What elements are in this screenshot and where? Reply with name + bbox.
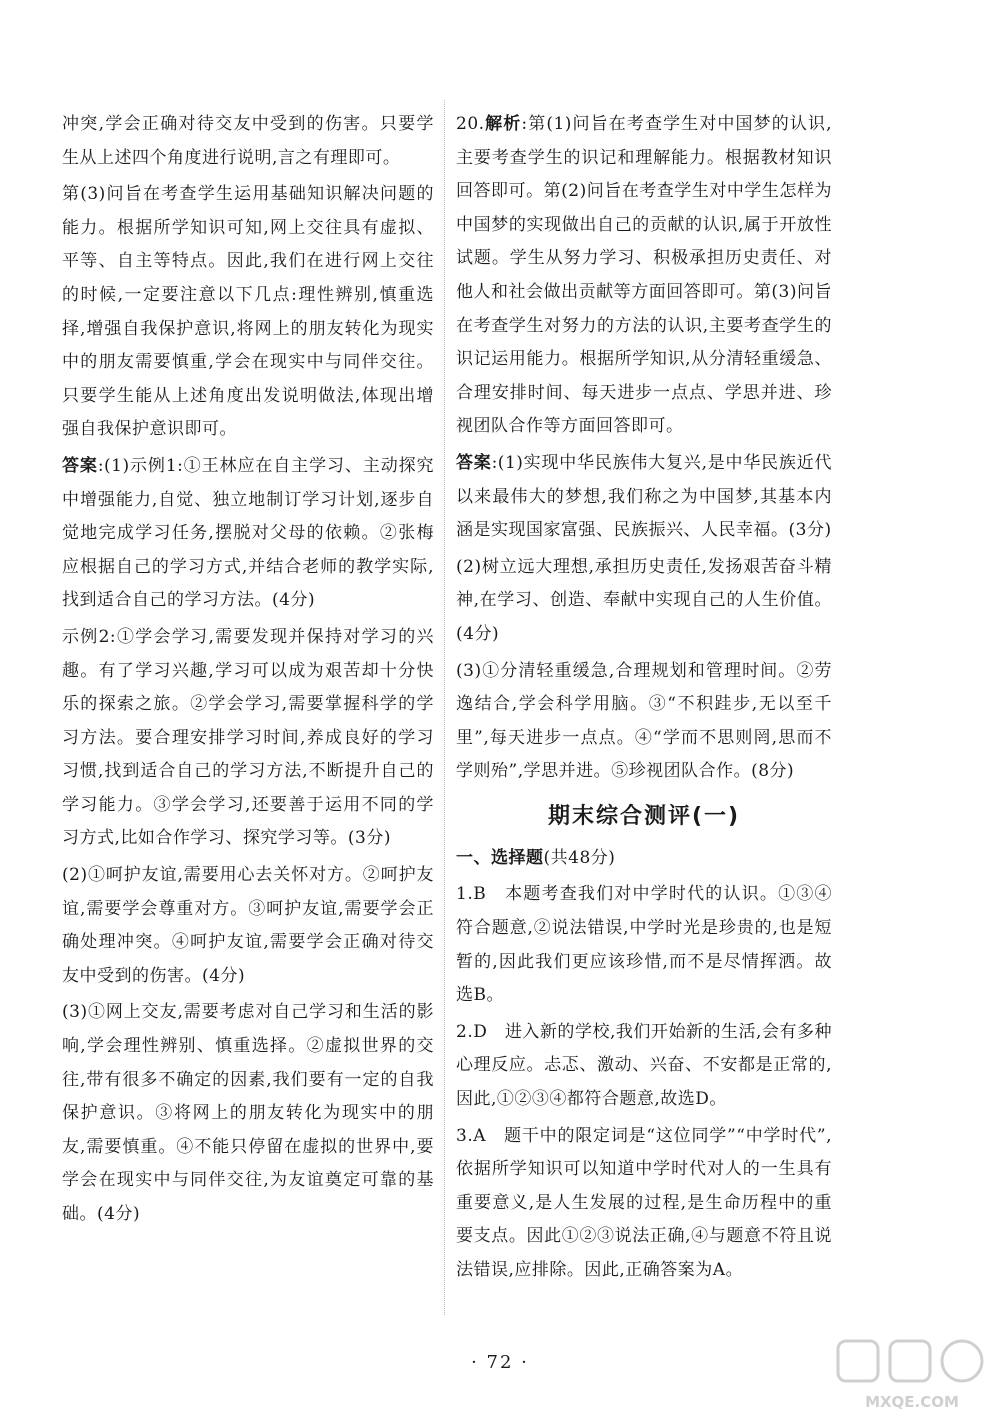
section-title: 期末综合测评(一) [547,803,741,829]
multiple-choice-heading [456,842,832,876]
answer-text: :(1)示例1:①王林应在自主学习、主动探究中增强能力,自觉、独立地制订学习计划,逐步自觉地完成学习任务,摆脱对父母的依赖。②张梅应根据自己的学习方式,并结合老师的教学实际,找到适合自己的学习方法。(4分) [62,455,434,611]
answer-item-3: 3.A 题干中的限定词是“这位同学”“中学时代”,依据所学知识可以知道中学时代对人的一生具有重要意义,是人生发展的过程,是生命历程中的重要支点。因此①②③说法正确,④与题意不符且说法错误,应排除。因此,正确答案为A。 [456,1125,832,1280]
answer-item-1: 1.B 本题考查我们对中学时代的认识。①③④符合题意,②说法错误,中学时光是珍贵的,也是短暂的,因此我们更应该珍惜,而不是尽情挥洒。故选B。 [456,884,832,1006]
question-20-answer-3: (3)①分清轻重缓急,合理规划和管理时间。②劳逸结合,学会科学用脑。③“不积跬步,无以至千里”,每天进步一点点。④“学而不思则罔,思而不学则殆”,学思并进。⑤珍视团队合作。(8分) [456,660,832,782]
mc-note: (共48分) [543,847,616,868]
left-column [62,108,434,1235]
left-paragraph-1: 冲突,学会正确对待交友中受到的伤害。只要学生从上述四个角度进行说明,言之有理即可。 [62,114,434,168]
question-20-answer-1 [456,447,832,548]
analysis-text: :第(1)问旨在考查学生对中国梦的认识,主要考查学生的识记和理解能力。根据教材知识回答即可。第(2)问旨在考查学生对中学生怎样为中国梦的实现做出自己的贡献的认识,属于开放性试题。学生从努力学习、积极承担历史责任、对他人和社会做出贡献等方面回答即可。第(3)问旨在考查学生对努力的方法的认识,主要考查学生的识记运用能力。根据所学知识,从分清轻重缓急、合理安排时间、每天进步一点点、学思并进、珍视团队合作等方面回答即可。 [456,114,833,437]
left-answer-2: (2)①呵护友谊,需要用心去关怀对方。②呵护友谊,需要学会尊重对方。③呵护友谊,需要学会正确处理冲突。④呵护友谊,需要学会正确对待交友中受到的伤害。(4分) [62,865,434,986]
answer-label: 答案 [456,452,492,473]
page-number: · 72 · [471,1352,529,1373]
left-answer-3: (3)①网上交友,需要考虑对自己学习和生活的影响,学会理性辨别、慎重选择。②虚拟世界的交往,带有很多不确定的因素,我们要有一定的自我保护意识。③将网上的朋友转化为现实中的朋友,需要慎重。④不能只停留在虚拟的世界中,要学会在现实中与同伴交往,为友谊奠定可靠的基础。(4分) [62,1002,434,1224]
watermark-mark-2 [890,1341,930,1381]
question-20-answer-2: (2)树立远大理想,承担历史责任,发扬艰苦奋斗精神,在学习、创造、奉献中实现自己的人生价值。(4分) [456,556,832,644]
watermark-logo [832,1335,992,1415]
mc-label: 一、选择题 [456,847,544,868]
answer-text: :(1)实现中华民族伟大复兴,是中华民族近代以来最伟大的梦想,我们称之为中国梦,其基本内涵是实现国家富强、民族振兴、人民幸福。(3分) [456,452,832,541]
analysis-label: 解析 [484,114,522,134]
watermark-mark-1 [838,1341,878,1381]
answer-label: 答案 [62,455,98,476]
left-example-2: 示例2:①学会学习,需要发现并保持对学习的兴趣。有了学习兴趣,学习可以成为艰苦却十分快乐的探索之旅。②学会学习,需要掌握科学的学习方法。要合理安排学习时间,养成良好的学习习惯,找到适合自己的学习方法,不断提升自己的学习能力。③学会学习,还要善于运用不同的学习方式,比如合作学习、探究学习等。(3分) [62,626,434,849]
column-divider [444,100,445,1315]
right-column [456,108,832,1291]
watermark-text: MXQE.COM [865,1393,959,1411]
answer-item-2: 2.D 进入新的学校,我们开始新的生活,会有多种心理反应。忐忑、激动、兴奋、不安都是正常的,因此,①②③④都符合题意,故选D。 [456,1021,832,1110]
watermark-mark-3 [942,1341,982,1381]
question-20-analysis [456,108,832,444]
question-number: 20. [456,114,485,134]
left-paragraph-2: 第(3)问旨在考查学生运用基础知识解决问题的能力。根据所学知识可知,网上交往具有虚拟、平等、自主等特点。因此,我们在进行网上交往的时候,一定要注意以下几点:理性辨别,慎重选择,增强自我保护意识,将网上的朋友转化为现实中的朋友需要慎重,学会在现实中与同伴交往。只要学生能从上述角度出发说明做法,体现出增强自我保护意识即可。 [62,184,434,440]
left-answer [62,450,434,618]
